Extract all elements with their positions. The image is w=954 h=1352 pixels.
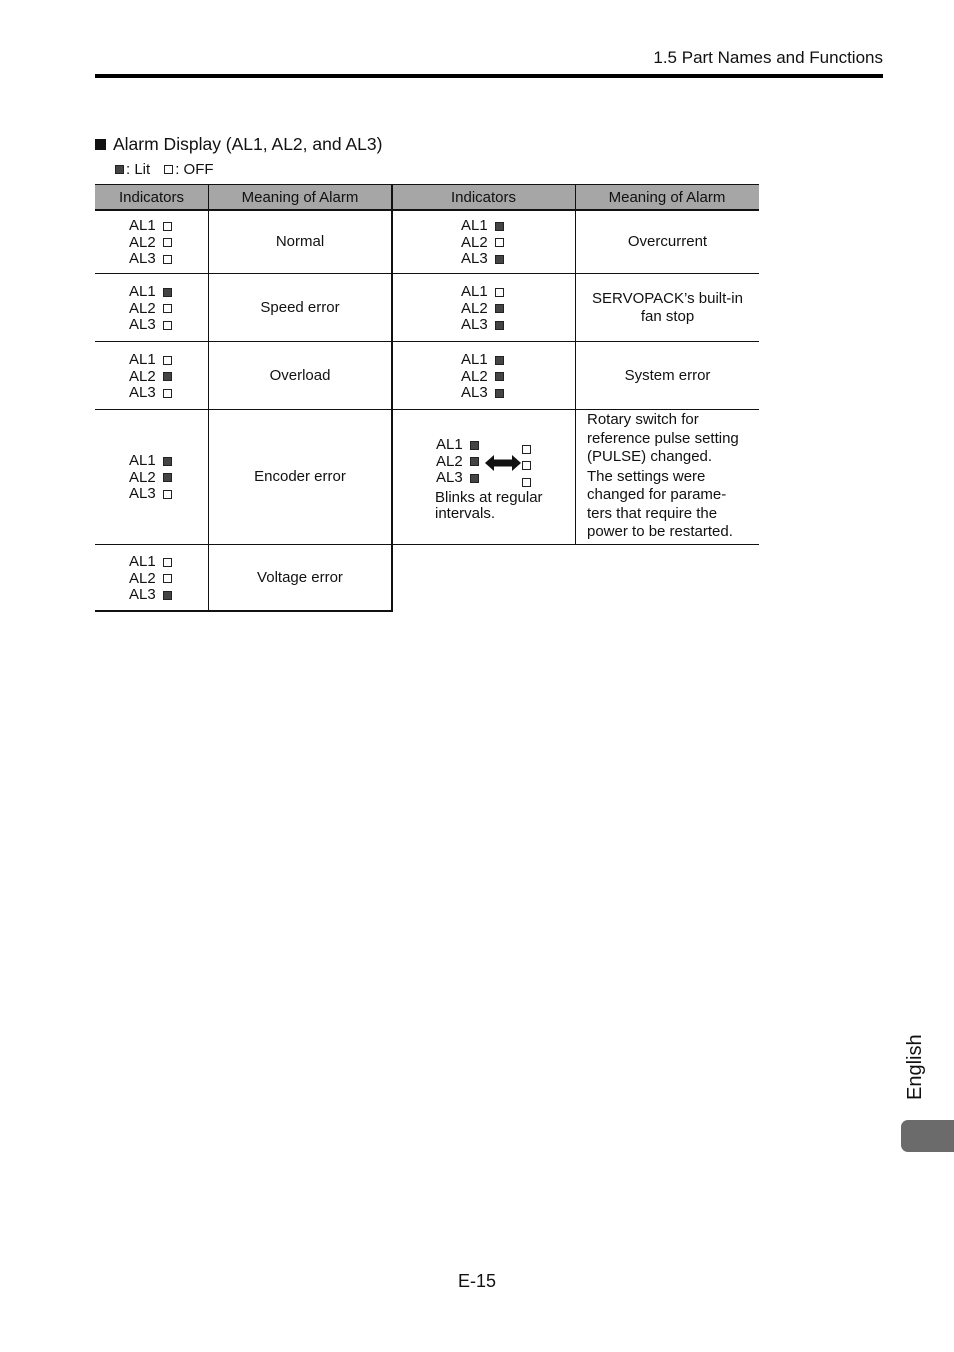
- legend-lit-label: : Lit: [126, 161, 151, 178]
- lit-square-icon: [470, 441, 479, 450]
- indicator-group: AL1 AL2 AL3: [129, 453, 172, 503]
- off-indicator-column: [522, 441, 531, 491]
- page-number: E-15: [457, 1271, 497, 1291]
- language-tab-label: English: [904, 1034, 926, 1100]
- page-header-title: 1.5 Part Names and Functions: [653, 48, 883, 67]
- square-bullet-icon: [95, 139, 106, 150]
- meaning-line: SERVOPACK’s built-in: [592, 289, 743, 307]
- off-square-icon: [163, 304, 172, 313]
- header-indicators-left: Indicators: [95, 185, 208, 209]
- section-heading: [95, 134, 382, 155]
- lit-square-icon: [495, 255, 504, 264]
- header-indicators-right: Indicators: [392, 185, 575, 209]
- indicator-group: AL1 AL2 AL3: [461, 352, 504, 402]
- off-square-icon: [163, 255, 172, 264]
- lit-square-icon: [163, 372, 172, 381]
- alarm-meaning: Voltage error: [257, 568, 343, 586]
- meaning-line: fan stop: [640, 307, 695, 325]
- off-square-icon: [163, 490, 172, 499]
- indicator-group: AL1 AL2 AL3: [129, 554, 172, 604]
- legend-off-label: : OFF: [175, 161, 214, 178]
- column-divider: [391, 185, 393, 611]
- lit-square-icon: [163, 591, 172, 600]
- indicator-group: AL1 AL2 AL3: [461, 218, 504, 268]
- header-meaning-left: Meaning of Alarm: [208, 185, 392, 209]
- table-bottom-rule: [95, 610, 393, 612]
- lit-square-icon: [495, 356, 504, 365]
- lit-square-icon: [163, 473, 172, 482]
- lit-square-icon: [495, 372, 504, 381]
- off-square-icon: [163, 356, 172, 365]
- alarm-meaning: System error: [624, 366, 711, 384]
- table-top-rule: [95, 184, 759, 185]
- off-square-icon: [163, 574, 172, 583]
- indicator-group: AL1 AL2 AL3: [129, 352, 172, 402]
- lit-square-icon: [470, 474, 479, 483]
- legend: [115, 161, 214, 178]
- off-square-icon: [163, 558, 172, 567]
- lit-square-icon: [163, 457, 172, 466]
- lit-square-icon: [115, 165, 124, 174]
- indicator-group: AL1 AL2 AL3: [129, 284, 172, 334]
- off-square-icon: [495, 288, 504, 297]
- header-meaning-right: Meaning of Alarm: [575, 185, 759, 209]
- alarm-meaning: Encoder error: [254, 468, 346, 485]
- language-tab: [901, 1120, 954, 1152]
- alarm-meaning: Speed error: [260, 298, 340, 316]
- alarm-meaning: [576, 274, 759, 341]
- blink-note: Blinks at regular intervals.: [435, 489, 543, 522]
- double-arrow-icon: [485, 455, 521, 471]
- alarm-meaning: Rotary switch for reference pulse setting (PULSE) changed. The settings were changed for parame- ters that require the power to be restarted.: [587, 411, 739, 540]
- off-square-icon: [163, 238, 172, 247]
- lit-square-icon: [163, 288, 172, 297]
- off-square-icon: [522, 445, 531, 454]
- indicator-group: AL1 AL2 AL3: [461, 284, 504, 334]
- off-square-icon: [495, 238, 504, 247]
- lit-square-icon: [495, 321, 504, 330]
- off-square-icon: [522, 478, 531, 487]
- indicator-group: AL1 AL2 AL3: [436, 437, 479, 487]
- off-square-icon: [164, 165, 173, 174]
- section-title: Alarm Display (AL1, AL2, and AL3): [113, 134, 383, 154]
- lit-square-icon: [495, 389, 504, 398]
- alarm-meaning: Overcurrent: [627, 232, 708, 250]
- lit-square-icon: [495, 304, 504, 313]
- row-rule: [95, 544, 759, 545]
- lit-square-icon: [470, 457, 479, 466]
- indicator-group: AL1 AL2 AL3: [129, 218, 172, 268]
- alarm-meaning: Overload: [269, 366, 331, 384]
- row-rule: [95, 409, 759, 410]
- alarm-meaning: Normal: [275, 232, 325, 250]
- off-square-icon: [163, 222, 172, 231]
- lit-square-icon: [495, 222, 504, 231]
- off-square-icon: [163, 389, 172, 398]
- off-square-icon: [522, 461, 531, 470]
- off-square-icon: [163, 321, 172, 330]
- header-rule: [95, 74, 883, 78]
